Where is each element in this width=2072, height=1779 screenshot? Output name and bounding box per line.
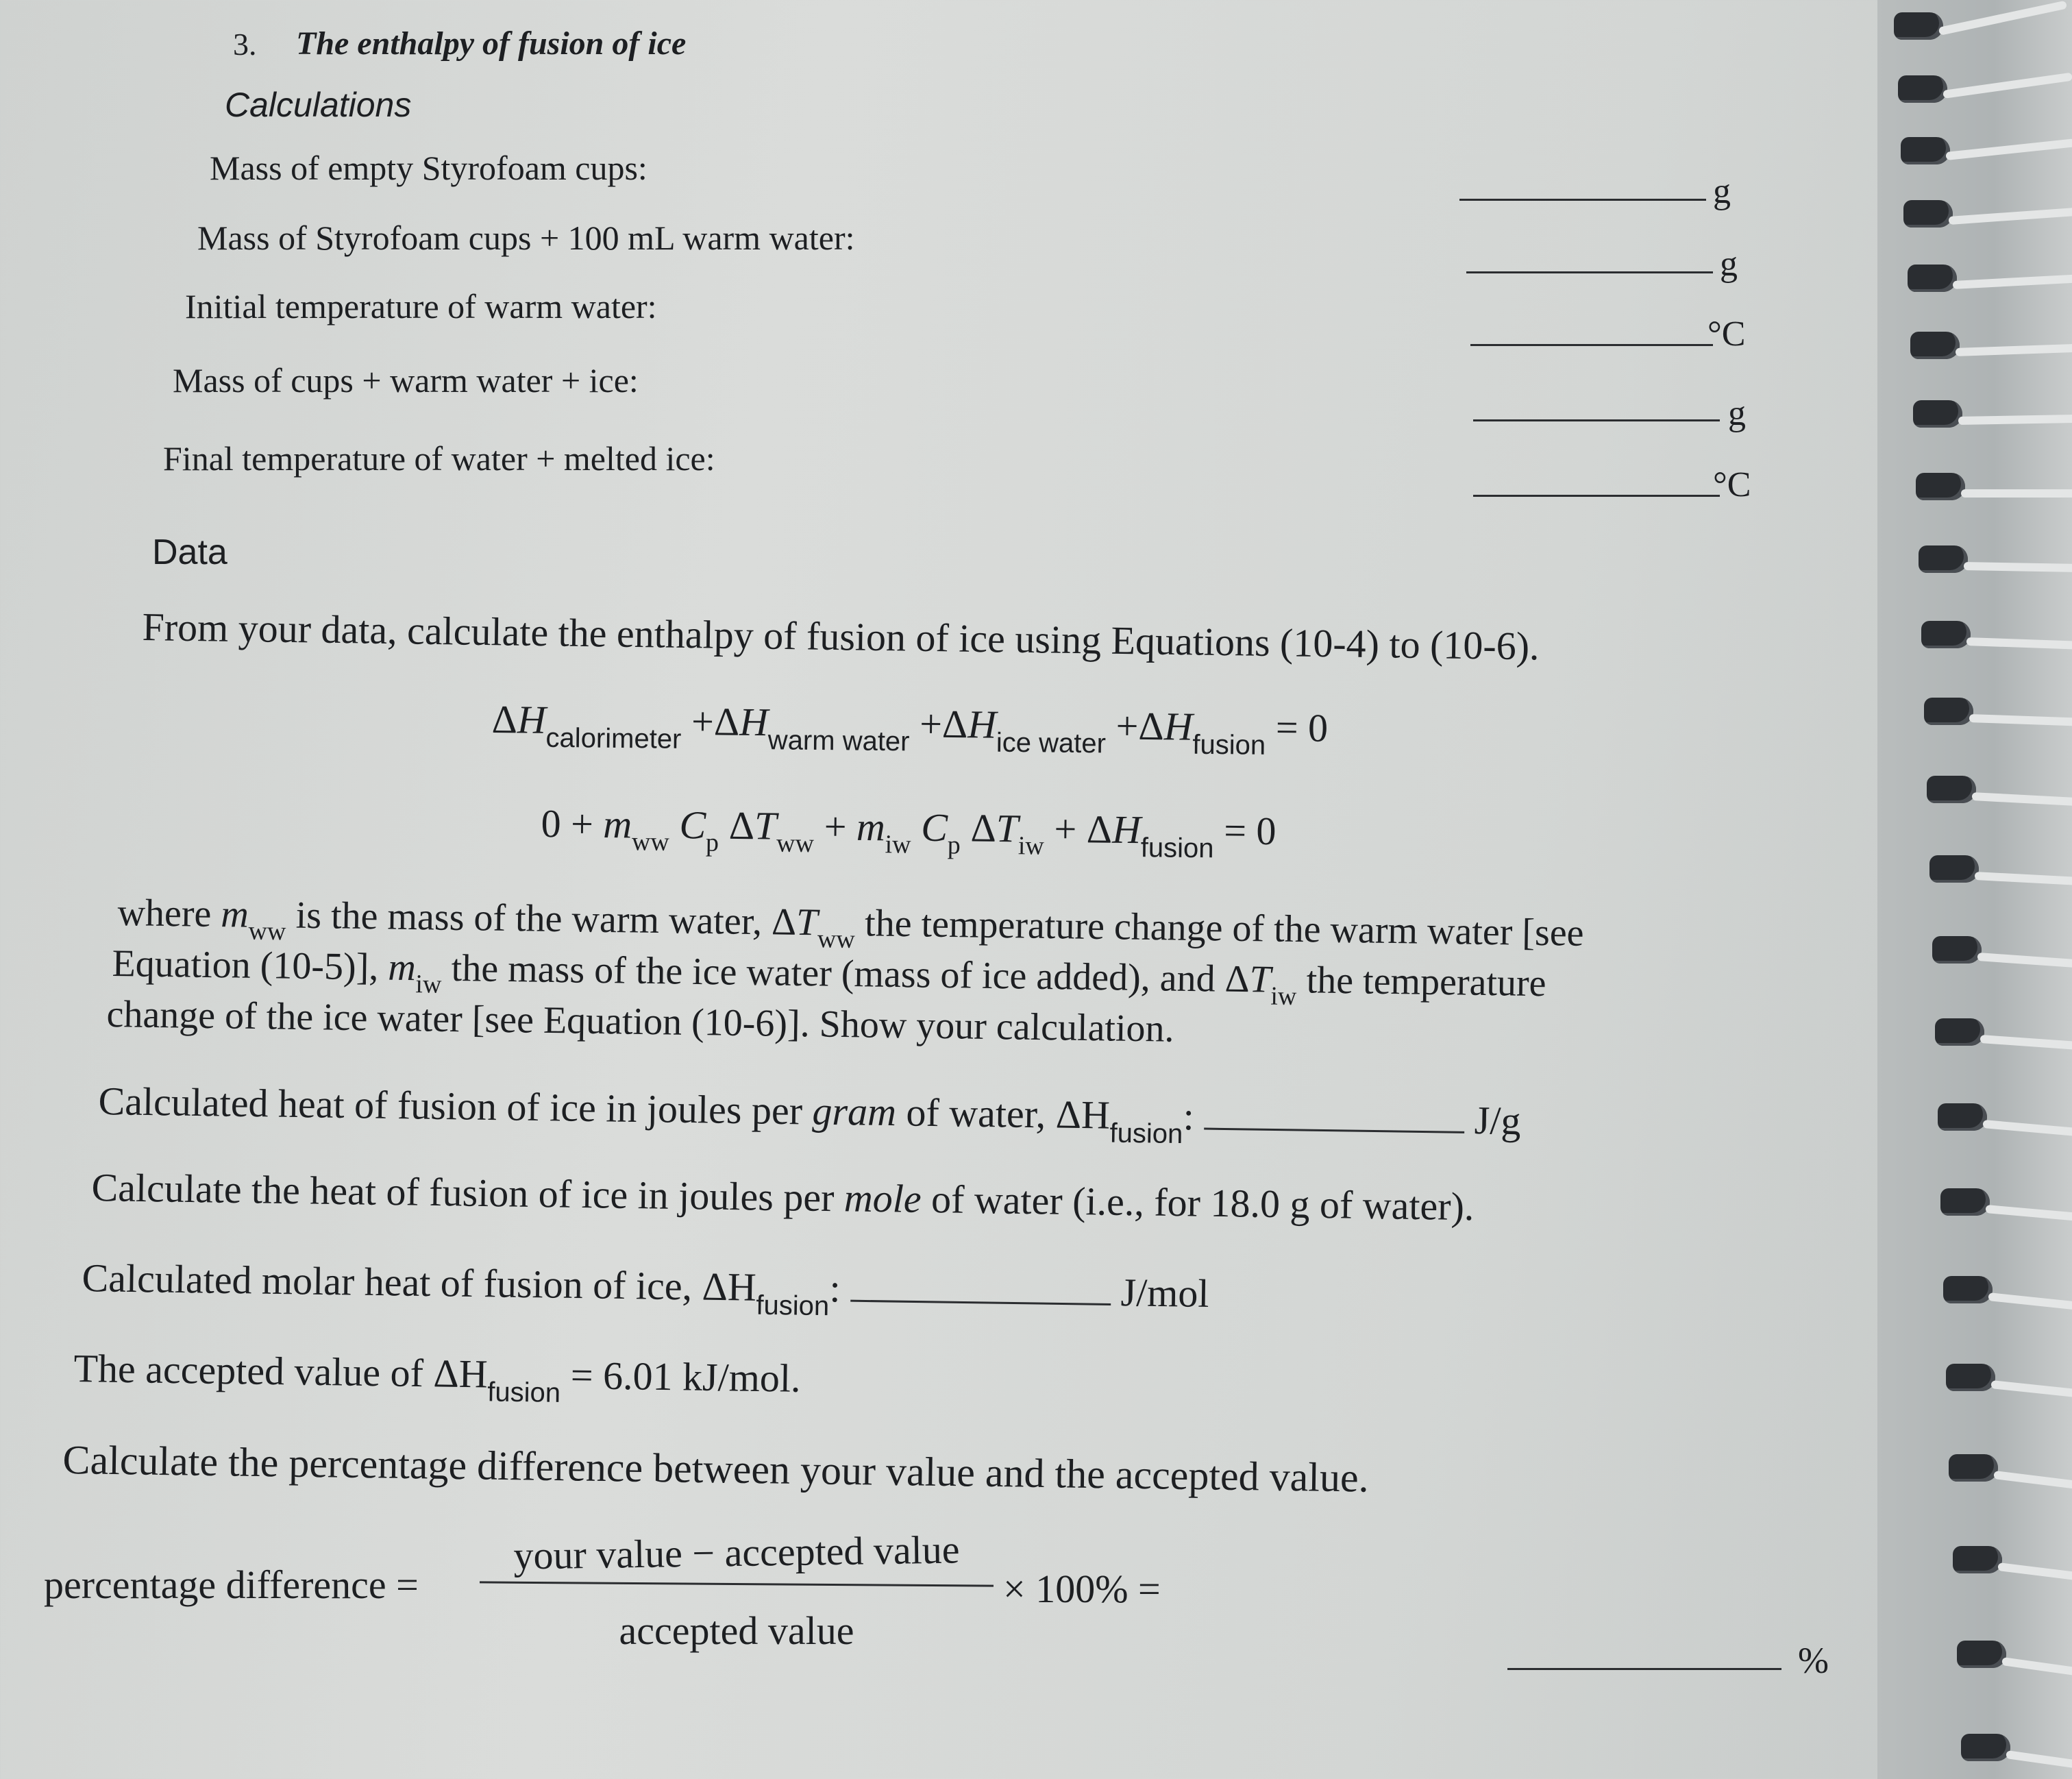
- binding-coil: [1946, 1364, 1995, 1391]
- binding-coil: [1953, 1546, 2002, 1573]
- colon: :: [829, 1266, 841, 1311]
- binding-coil: [1938, 1103, 1987, 1131]
- answer-line-final-temp[interactable]: [1473, 495, 1720, 497]
- sub-iw: iw: [1018, 831, 1045, 861]
- binding-wire: [1972, 792, 2072, 807]
- row-label-cups-water-ice: Mass of cups + warm water + ice:: [173, 361, 639, 400]
- sub-fusion: fusion: [1109, 1118, 1183, 1150]
- plus-sign: +: [1115, 703, 1139, 748]
- binding-coil: [1949, 1454, 1998, 1482]
- binding-coil: [1913, 400, 1962, 428]
- sub-iw: iw: [415, 970, 442, 999]
- where-text: where: [117, 892, 221, 936]
- binding-wire: [2006, 1750, 2072, 1776]
- m-symbol: m: [603, 801, 632, 847]
- sub-iw: iw: [885, 830, 911, 859]
- binding-coil: [1943, 1276, 1993, 1303]
- row-label-initial-temp: Initial temperature of warm water:: [185, 287, 657, 326]
- h-symbol: H: [739, 699, 769, 745]
- unit-cups-warm-water: g: [1720, 245, 1738, 284]
- binding-wire: [1969, 714, 2072, 727]
- binding-coil: [1898, 75, 1947, 103]
- h-symbol: H: [967, 702, 997, 747]
- binding-wire: [1990, 1380, 2072, 1402]
- m-symbol: m: [220, 893, 249, 936]
- binding-wire: [1953, 274, 2072, 289]
- binding-coil: [1916, 473, 1965, 500]
- binding-wire: [1980, 1035, 2072, 1052]
- molar-heat-fusion: [82, 1255, 1210, 1322]
- molar-text: Calculated molar heat of fusion of ice, ΔH: [82, 1255, 757, 1310]
- section-title: The enthalpy of fusion of ice: [296, 25, 687, 62]
- answer-line-per-gram[interactable]: [1204, 1128, 1464, 1133]
- row-label-cups-warm-water: Mass of Styrofoam cups + 100 mL warm water:: [197, 219, 855, 257]
- sub-ww: ww: [248, 916, 286, 946]
- binding-wire: [1956, 343, 2072, 356]
- plus-sign: +: [1054, 806, 1077, 852]
- delta-symbol: Δ: [941, 701, 968, 747]
- binding-coil: [1908, 265, 1957, 292]
- sub-fusion: fusion: [756, 1290, 830, 1322]
- percent-lhs: percentage difference =: [44, 1562, 419, 1607]
- delta-symbol: Δ: [1086, 807, 1113, 852]
- binding-coil: [1894, 12, 1943, 40]
- binding-wire: [1964, 562, 2072, 572]
- equals-zero: = 0: [1223, 808, 1276, 854]
- per-gram-emphasis: gram: [812, 1088, 897, 1135]
- fraction-bar: [480, 1581, 994, 1586]
- unit-per-gram: J/g: [1474, 1098, 1521, 1143]
- binding-coil: [1919, 545, 1968, 573]
- unit-cups-water-ice: g: [1728, 394, 1746, 433]
- answer-line-percent[interactable]: [1507, 1668, 1781, 1670]
- binding-wire: [1988, 1292, 2072, 1314]
- per-mole-text: Calculate the heat of fusion of ice in joules per: [91, 1165, 845, 1220]
- spiral-binding: [1877, 0, 2072, 1779]
- sub-fusion: fusion: [1140, 833, 1214, 864]
- binding-wire: [1938, 1, 2067, 36]
- h-symbol: H: [517, 697, 547, 742]
- heat-fusion-per-gram: [98, 1079, 1521, 1150]
- where-line-2: [112, 942, 1546, 1011]
- unit-final-temp: °C: [1713, 465, 1751, 504]
- answer-line-molar[interactable]: [850, 1300, 1111, 1305]
- binding-coil: [1940, 1188, 1990, 1216]
- binding-wire: [1949, 208, 2072, 225]
- plus-sign: +: [691, 699, 715, 744]
- binding-coil: [1924, 698, 1973, 725]
- section-number: 3.: [233, 27, 257, 62]
- binding-wire: [1945, 138, 2072, 160]
- binding-wire: [1966, 637, 2072, 650]
- binding-coil: [1903, 200, 1953, 228]
- per-gram-text: of water, ΔH: [896, 1090, 1111, 1138]
- binding-wire: [1985, 1205, 2072, 1225]
- per-gram-text: Calculated heat of fusion of ice in joules per: [98, 1079, 813, 1133]
- unit-initial-temp: °C: [1707, 315, 1746, 354]
- where-text: is the mass of the warm water, Δ: [286, 894, 797, 944]
- c-symbol: C: [679, 802, 706, 848]
- answer-line-initial-temp[interactable]: [1470, 344, 1713, 346]
- unit-percent: %: [1798, 1640, 1829, 1681]
- binding-wire: [1997, 1562, 2072, 1586]
- binding-coil: [1921, 621, 1971, 648]
- accepted-text: = 6.01 kJ/mol.: [560, 1352, 801, 1401]
- c-symbol: C: [921, 805, 948, 850]
- plus-sign: +: [919, 701, 943, 746]
- sub-ww: ww: [631, 827, 670, 857]
- where-text: the temperature change of the warm water [see: [854, 902, 1584, 955]
- binding-coil: [1935, 1018, 1984, 1046]
- h-symbol: H: [1111, 807, 1142, 852]
- answer-line-cups-warm-water[interactable]: [1466, 271, 1713, 273]
- equation-enthalpy-sum: [491, 696, 1329, 761]
- sub-ww: ww: [817, 924, 856, 955]
- per-mole-emphasis: mole: [843, 1175, 922, 1221]
- delta-symbol: Δ: [728, 802, 755, 848]
- unit-empty-cups: g: [1713, 172, 1731, 211]
- delta-symbol: Δ: [713, 699, 740, 744]
- accepted-text: The accepted value of ΔH: [73, 1346, 489, 1397]
- binding-wire: [1958, 415, 2072, 425]
- binding-coil: [1932, 936, 1982, 964]
- answer-line-empty-cups[interactable]: [1459, 199, 1706, 201]
- answer-line-cups-water-ice[interactable]: [1473, 419, 1720, 421]
- binding-wire: [1975, 872, 2072, 887]
- binding-wire: [1977, 953, 2072, 970]
- percent-times: × 100% =: [1003, 1567, 1161, 1611]
- delta-symbol: Δ: [491, 696, 518, 742]
- per-mole-text: of water (i.e., for 18.0 g of water).: [921, 1176, 1475, 1229]
- m-symbol: m: [387, 946, 417, 990]
- data-heading: Data: [152, 532, 227, 572]
- plus-sign: +: [824, 804, 847, 849]
- row-label-empty-cups: Mass of empty Styrofoam cups:: [210, 149, 648, 187]
- binding-wire: [1943, 73, 2072, 99]
- percent-instruction: Calculate the percentage difference between your value and the accepted value.: [62, 1437, 1370, 1501]
- h-symbol: H: [1163, 704, 1194, 749]
- calculations-heading: Calculations: [225, 86, 412, 124]
- equals-zero: = 0: [1275, 704, 1329, 750]
- equation-expanded: [541, 800, 1276, 864]
- sub-ww: ww: [776, 829, 815, 859]
- t-symbol: T: [796, 900, 818, 944]
- per-mole-instruction: [91, 1165, 1475, 1229]
- where-line-1: [117, 894, 1584, 953]
- where-text: the temperature: [1296, 959, 1546, 1005]
- sub-ice-water: ice water: [996, 727, 1107, 759]
- binding-wire: [2001, 1657, 2072, 1683]
- binding-wire: [1982, 1120, 2072, 1140]
- row-label-final-temp: Final temperature of water + melted ice:: [163, 439, 715, 478]
- accepted-value: [73, 1346, 801, 1408]
- binding-coil: [1901, 137, 1950, 164]
- binding-wire: [1961, 489, 2072, 498]
- sub-iw: iw: [1270, 981, 1297, 1011]
- data-intro: From your data, calculate the enthalpy of fusion of ice using Equations (10-4) to (10-6).: [142, 604, 1540, 669]
- t-symbol: T: [1249, 958, 1272, 1001]
- binding-coil: [1927, 776, 1976, 803]
- sub-fusion: fusion: [1192, 729, 1266, 761]
- m-symbol: m: [856, 804, 886, 850]
- t-symbol: T: [754, 803, 777, 848]
- binding-coil: [1929, 855, 1979, 883]
- delta-symbol: Δ: [970, 805, 997, 850]
- sub-p: p: [947, 831, 961, 860]
- sub-calorimeter: calorimeter: [545, 722, 682, 754]
- where-text: Equation (10-5)],: [112, 942, 388, 989]
- colon: :: [1183, 1094, 1195, 1139]
- binding-coil: [1957, 1641, 2006, 1668]
- where-line-3: change of the ice water [see Equation (10-6)]. Show your calculation.: [106, 993, 1174, 1051]
- eq2-lead: 0 +: [541, 801, 594, 846]
- sub-warm-water: warm water: [767, 725, 910, 757]
- unit-molar: J/mol: [1120, 1270, 1210, 1316]
- binding-wire: [1993, 1471, 2072, 1495]
- percent-numerator: your value − accepted value: [513, 1527, 960, 1578]
- binding-coil: [1910, 332, 1960, 359]
- binding-coil: [1961, 1734, 2010, 1761]
- delta-symbol: Δ: [1138, 703, 1165, 749]
- t-symbol: T: [996, 805, 1019, 851]
- sub-p: p: [705, 828, 719, 857]
- percent-denominator: accepted value: [619, 1608, 854, 1653]
- sub-fusion: fusion: [486, 1377, 561, 1408]
- where-text: the mass of the ice water (mass of ice added), and Δ: [441, 946, 1250, 1001]
